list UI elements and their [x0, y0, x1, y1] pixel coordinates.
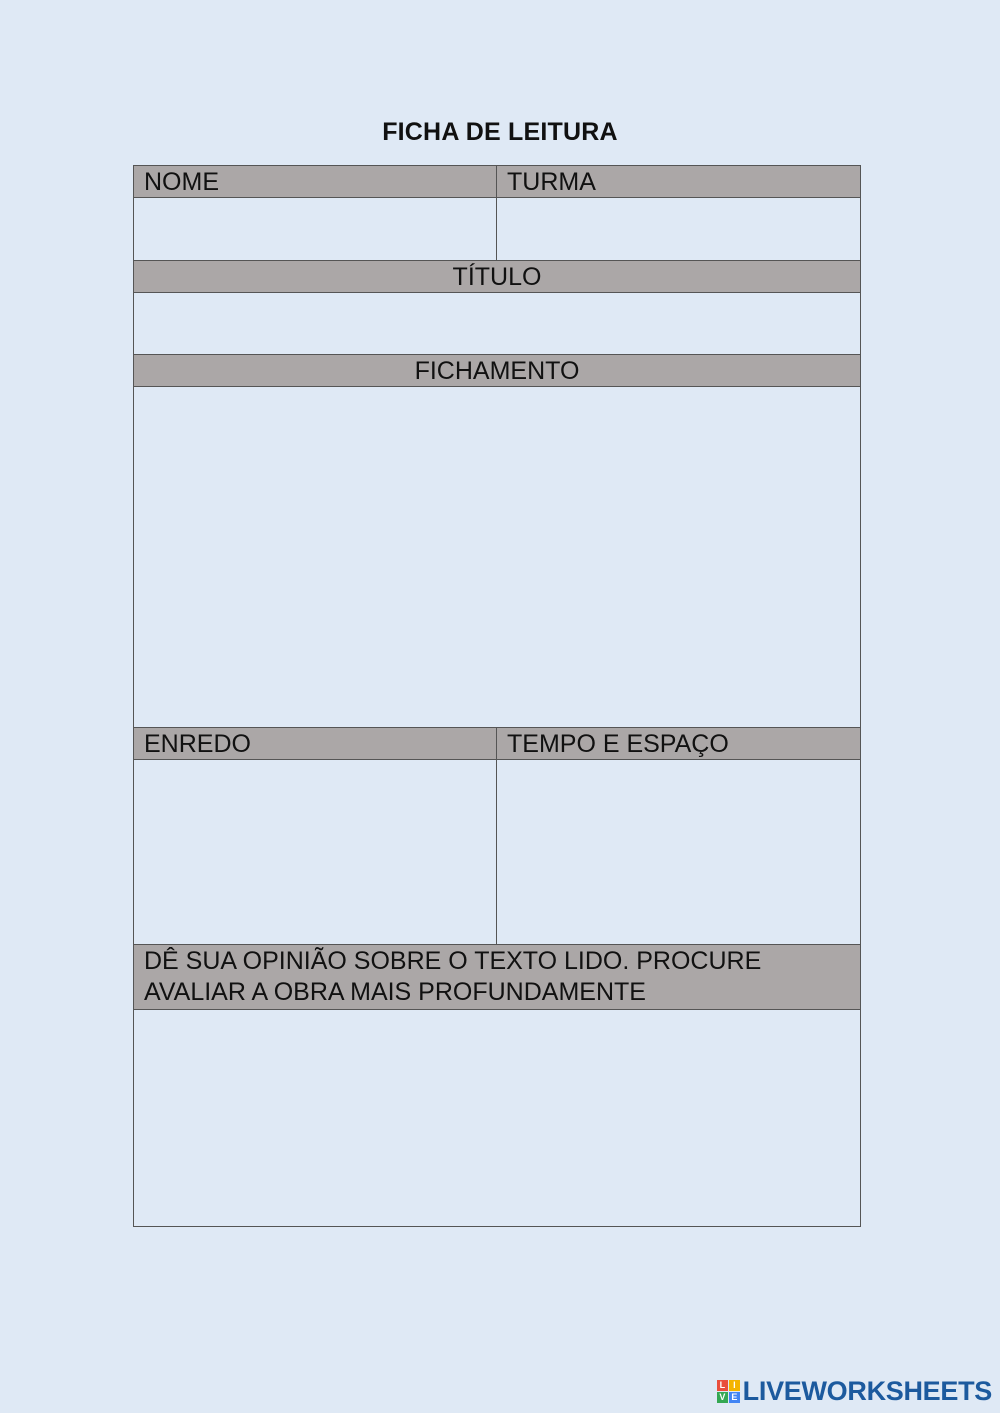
titulo-header: TÍTULO: [134, 261, 861, 293]
logo-letter-e: E: [729, 1392, 740, 1403]
enredo-header: ENREDO: [134, 728, 497, 760]
titulo-field[interactable]: [134, 293, 861, 355]
opiniao-field[interactable]: [134, 1010, 861, 1227]
fichamento-field[interactable]: [134, 387, 861, 728]
turma-header: TURMA: [497, 166, 861, 198]
liveworksheets-logo-icon: [717, 1380, 740, 1403]
tempo-espaco-field[interactable]: [497, 760, 861, 945]
tempo-espaco-header: TEMPO E ESPAÇO: [497, 728, 861, 760]
logo-letter-l: L: [717, 1380, 728, 1391]
liveworksheets-watermark: [717, 1376, 992, 1407]
logo-letter-i: I: [729, 1380, 740, 1391]
page-title: FICHA DE LEITURA: [382, 118, 618, 146]
fichamento-header: FICHAMENTO: [134, 355, 861, 387]
enredo-field[interactable]: [134, 760, 497, 945]
opiniao-header: DÊ SUA OPINIÃO SOBRE O TEXTO LIDO. PROCURE AVALIAR A OBRA MAIS PROFUNDAMENTE: [134, 945, 861, 1010]
logo-letter-v: V: [717, 1392, 728, 1403]
turma-field[interactable]: [497, 198, 861, 261]
reading-form-table: [133, 165, 861, 1227]
watermark-text: LIVEWORKSHEETS: [742, 1376, 992, 1406]
nome-header: NOME: [134, 166, 497, 198]
nome-field[interactable]: [134, 198, 497, 261]
